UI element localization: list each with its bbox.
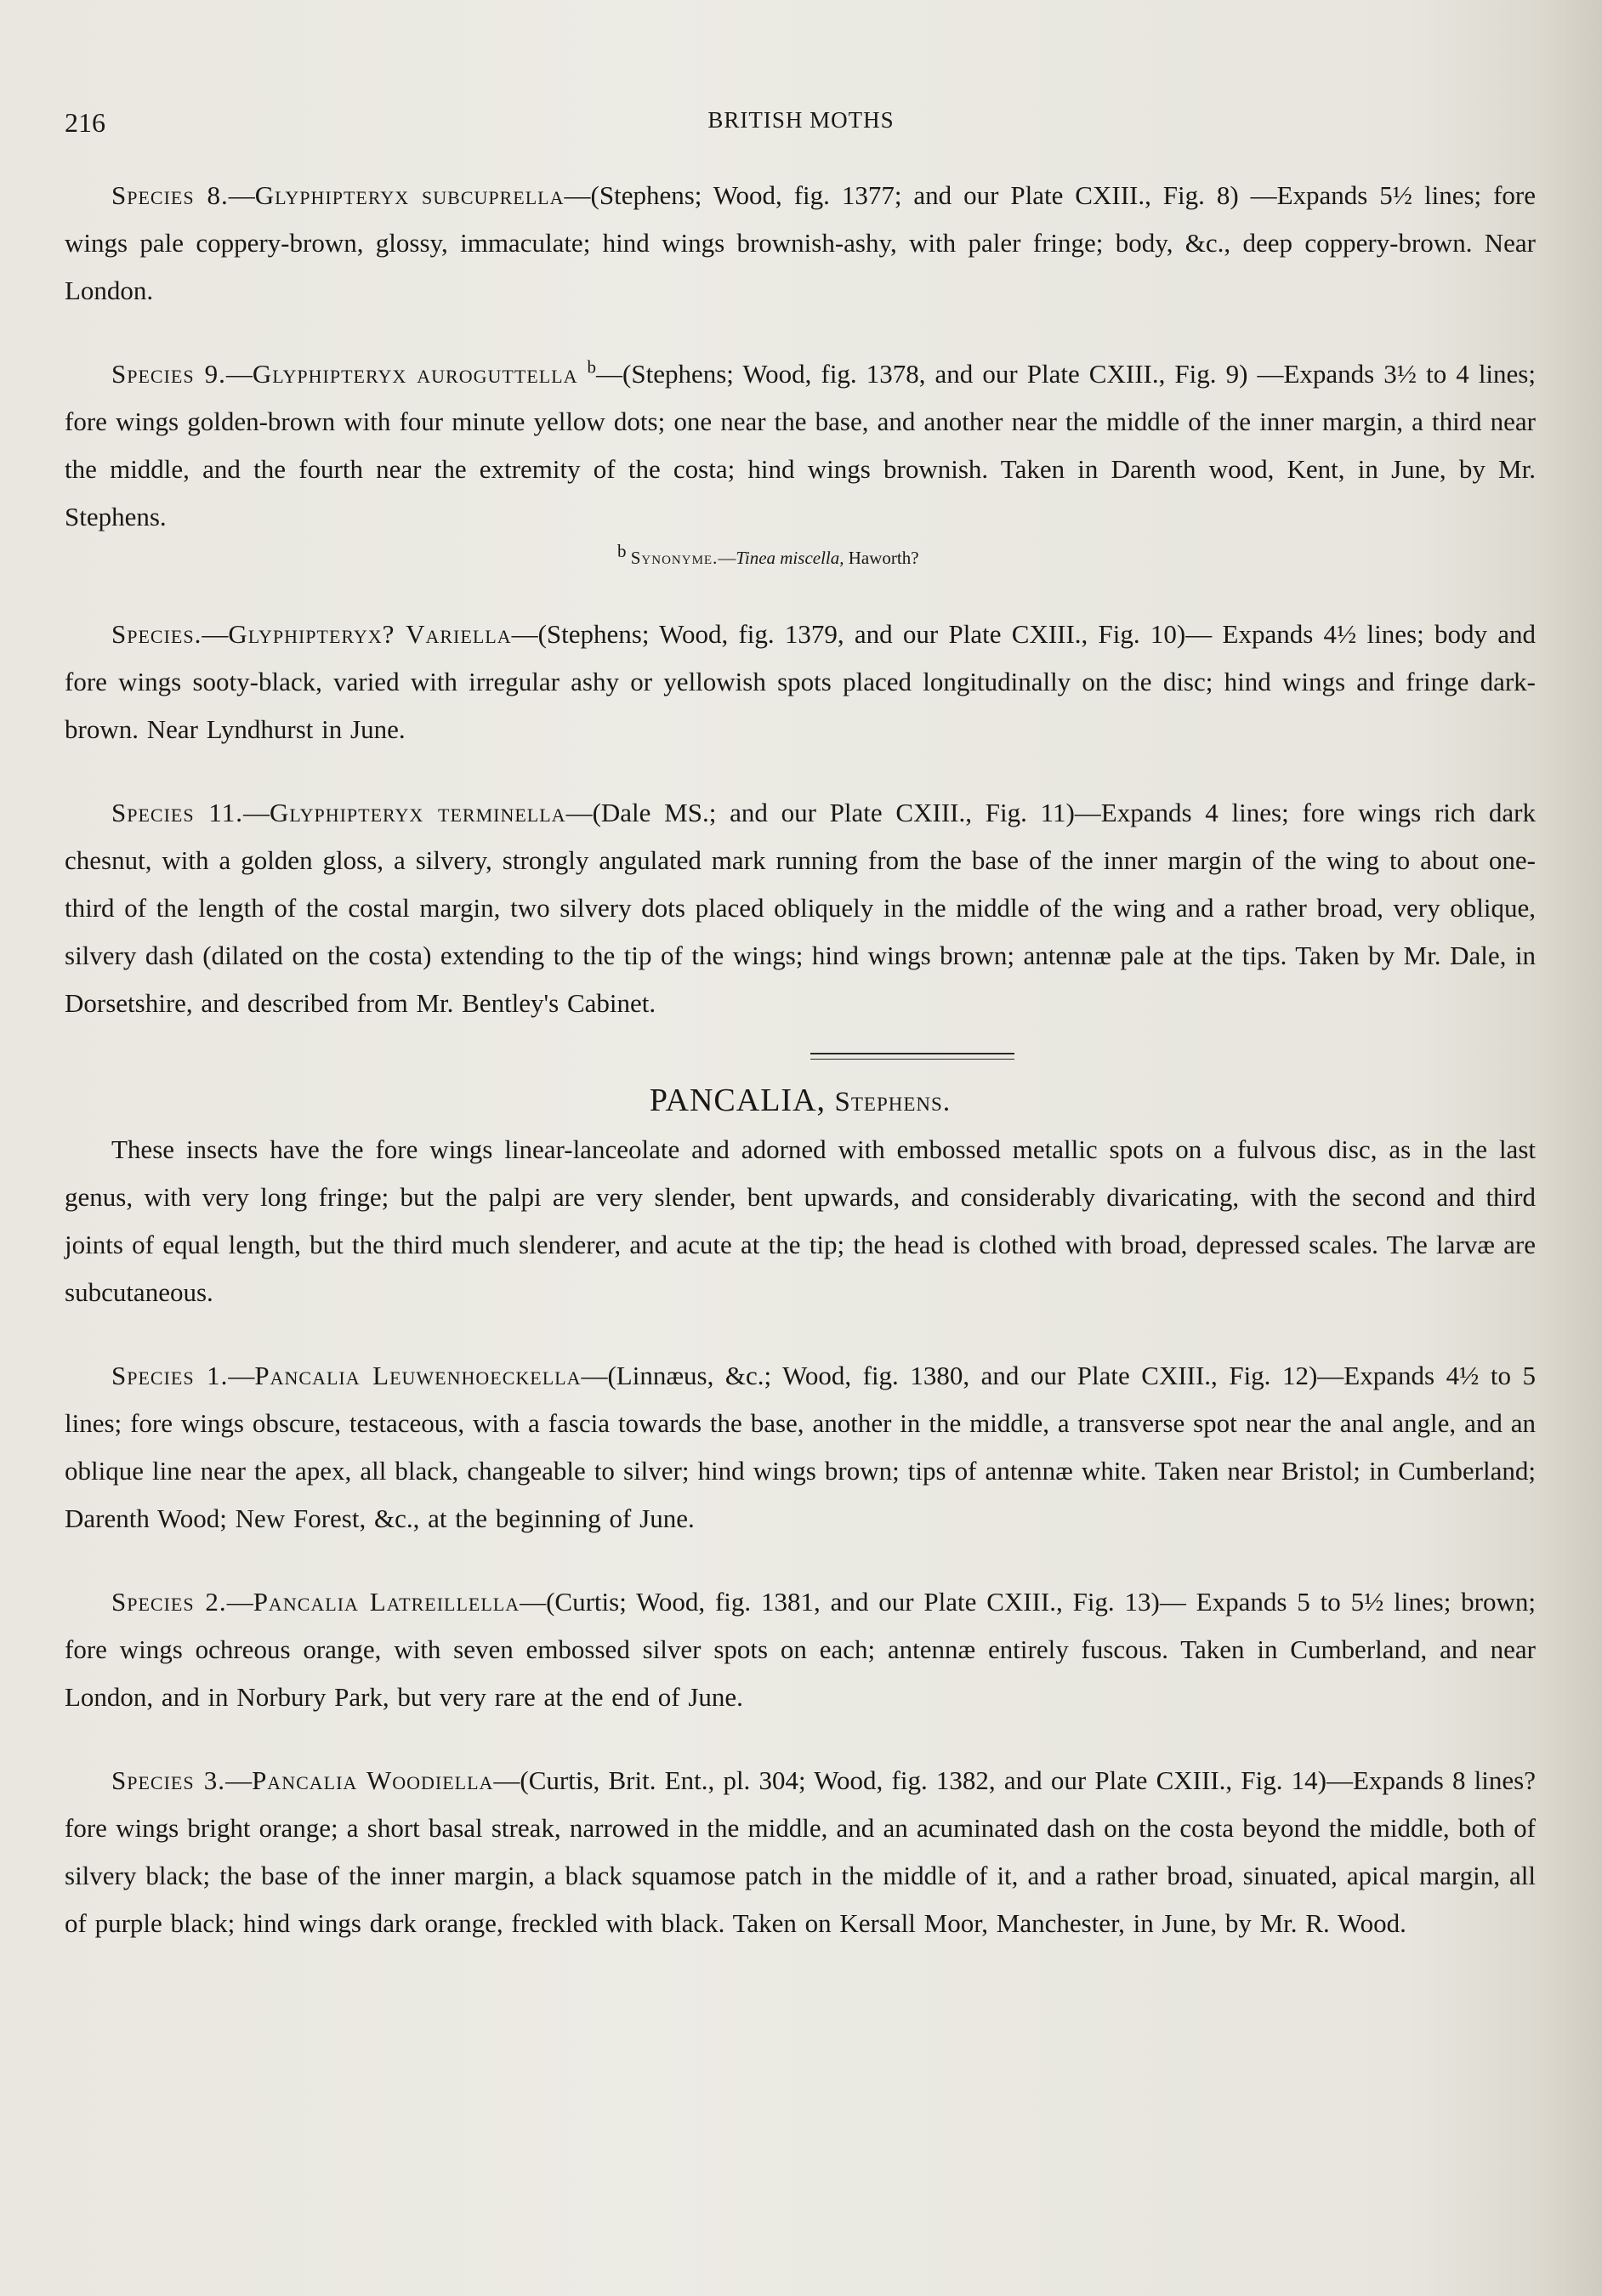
species-name: Glyphipteryx subcuprella <box>254 180 565 210</box>
paragraph-gap <box>65 315 1536 350</box>
species-name: Pancalia Woodiella <box>252 1765 494 1795</box>
species-name: Glyphipteryx? Variella <box>228 619 512 649</box>
species-dash: — <box>226 1587 253 1617</box>
species-name: Glyphipteryx auroguttella <box>252 359 578 389</box>
page-body <box>65 172 1536 1947</box>
species-name: Pancalia Leuwenhoeckella <box>254 1361 582 1390</box>
species-entry <box>65 611 1536 753</box>
page-number: 216 <box>65 107 105 138</box>
genus-author: Stephens. <box>834 1087 952 1117</box>
species-dash: — <box>228 180 255 210</box>
species-text: —(Linnæus, &c.; Wood, fig. 1380, and our Plate CXIII., Fig. 12)—Expands 4½ to 5 lines; fore wings obscure, testaceous, with a fascia towards the base, another in the middle, a transverse spot near the anal angle, and an oblique line near the apex, all black, changeable to silver; hind wings brown; tips of antennæ white. Taken near Bristol; in Cumberland; Darenth Wood; New Forest, &c., at the beginning of June. <box>65 1361 1536 1533</box>
genus-heading <box>65 1082 1536 1119</box>
footnote-label: Synonyme. <box>630 548 719 568</box>
species-entry <box>65 1757 1536 1947</box>
paragraph-gap <box>65 1316 1536 1352</box>
species-dash: — <box>202 619 229 649</box>
species-label: Species. <box>111 619 202 649</box>
page-header <box>65 107 1537 141</box>
section-divider <box>810 1053 1014 1060</box>
species-entry <box>65 789 1536 1027</box>
paragraph-gap <box>65 575 1536 611</box>
paragraph-gap <box>65 753 1536 789</box>
species-label: Species 2. <box>111 1587 227 1617</box>
species-entry <box>65 350 1536 541</box>
paragraph-gap <box>65 1543 1536 1578</box>
species-text: —(Curtis, Brit. Ent., pl. 304; Wood, fig. 1382, and our Plate CXIII., Fig. 14)—Expands 8 lines? fore wings bright orange; a short basal streak, narrowed in the middle, and an acuminated dash on the costa beyond the middle, both of silvery black; the base of the inner margin, a black squamose patch in the middle of it, and a rather broad, sinuated, apical margin, all of purple black; hind wings dark orange, freckled with black. Taken on Kersall Moor, Manchester, in June, by Mr. R. Wood. <box>65 1765 1536 1938</box>
footnote-dash: — <box>718 548 736 568</box>
species-text: —(Dale MS.; and our Plate CXIII., Fig. 11)—Expands 4 lines; fore wings rich dark chesnut, with a golden gloss, a silvery, strongly angulated mark running from the base of the inner margin of the wing to about one-third of the length of the costal margin, two silvery dots placed obliquely in the middle of the wing and a rather broad, very oblique, silvery dash (dilated on the costa) extending to the tip of the wings; hind wings brown; antennæ pale at the tips. Taken by Mr. Dale, in Dorsetshire, and described from Mr. Bentley's Cabinet. <box>65 798 1536 1018</box>
species-dash: — <box>242 798 270 827</box>
species-label: Species 8. <box>111 180 229 210</box>
species-entry <box>65 172 1536 315</box>
running-title: BRITISH MOTHS <box>707 107 895 133</box>
genus-name: PANCALIA, <box>649 1083 827 1118</box>
species-text: —(Curtis; Wood, fig. 1381, and our Plate CXIII., Fig. 13)— Expands 5 to 5½ lines; brown; fore wings ochreous orange, with seven embossed silver spots on each; antennæ entirely fuscous. Taken in Cumberland, and near London, and in Norbury Park, but very rare at the end of June. <box>65 1587 1537 1712</box>
footnote-author: Haworth? <box>848 548 919 568</box>
species-label: Species 9. <box>111 359 226 389</box>
paragraph-gap <box>65 1721 1536 1757</box>
species-dash: — <box>225 359 253 389</box>
species-entry <box>65 1352 1536 1543</box>
species-label: Species 3. <box>111 1765 226 1795</box>
species-label: Species 1. <box>111 1361 229 1390</box>
species-text: —(Stephens; Wood, fig. 1378, and our Plate CXIII., Fig. 9) —Expands 3½ to 4 lines; fore wings golden-brown with four minute yellow dots; one near the base, and another near the middle of the inner margin, a third near the middle, and the fourth near the extremity of the costa; hind wings brownish. Taken in Darenth wood, Kent, in June, by Mr. Stephens. <box>65 359 1536 531</box>
species-dash: — <box>228 1361 255 1390</box>
species-text: —(Stephens; Wood, fig. 1379, and our Plate CXIII., Fig. 10)— Expands 4½ lines; body and fore wings sooty-black, varied with irregular ashy or yellowish spots placed longitudinally on the disc; hind wings and fringe dark-brown. Near Lyndhurst in June. <box>65 619 1536 744</box>
species-dash: — <box>225 1765 253 1795</box>
footnote-ref: b <box>587 356 597 378</box>
species-name: Pancalia Latreillella <box>253 1587 520 1617</box>
species-text: —(Stephens; Wood, fig. 1377; and our Plate CXIII., Fig. 8) —Expands 5½ lines; fore wings pale coppery-brown, glossy, immaculate; hind wings brownish-ashy, with paler fringe; body, &c., deep coppery-brown. Near London. <box>65 180 1536 305</box>
footnote-name: Tinea miscella, <box>736 548 844 568</box>
footnote-mark: b <box>617 541 627 561</box>
genus-intro: These insects have the fore wings linear-lanceolate and adorned with embossed metallic spots on a fulvous disc, as in the last genus, with very long fringe; but the palpi are very slender, bent upwards, and considerably divaricating, with the second and third joints of equal length, but the third much slenderer, and acute at the tip; the head is clothed with broad, depressed scales. The larvæ are subcutaneous. <box>65 1134 1536 1307</box>
species-label: Species 11. <box>111 798 243 827</box>
footnote <box>65 541 1536 575</box>
species-name: Glyphipteryx terminella <box>269 798 566 827</box>
species-entry <box>65 1578 1536 1721</box>
